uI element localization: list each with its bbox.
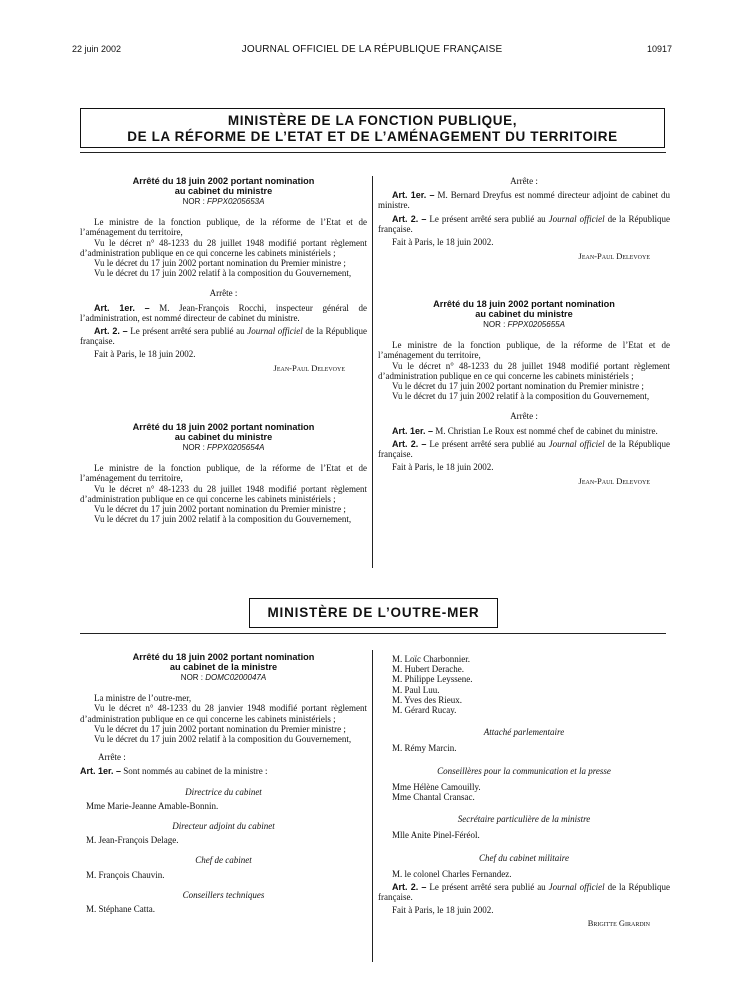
fait-a-paris: Fait à Paris, le 18 juin 2002. (392, 905, 494, 916)
signature: Jean-Paul Delevoye (273, 362, 345, 373)
preamble-decree-gouvernement: Vu le décret du 17 juin 2002 relatif à la composition du Gouvernement, (94, 514, 352, 525)
arrete-1 (80, 176, 367, 373)
preamble-decree-premier-ministre: Vu le décret du 17 juin 2002 portant nomination du Premier ministre ; (94, 258, 346, 269)
preamble-minister: La ministre de l’outre-mer, (94, 693, 192, 704)
arrete-4-continued (378, 654, 670, 928)
header-journal-title: JOURNAL OFFICIEL DE LA RÉPUBLIQUE FRANÇAISE (241, 44, 503, 55)
signature: Jean-Paul Delevoye (578, 476, 650, 487)
ministry-heading-fonction-publique (80, 108, 665, 148)
member-conseillere: Mme Chantal Cransac. (392, 792, 475, 803)
column-divider (372, 650, 373, 962)
heading-chef-cabinet: Chef de cabinet (195, 855, 252, 866)
article-1: Art. 1er. – M. Christian Le Roux est nommé chef de cabinet du ministre. (392, 425, 658, 436)
ministry-heading-line2: DE LA RÉFORME DE L’ETAT ET DE L’AMÉNAGEMENT DU TERRITOIRE (127, 129, 618, 144)
nor-reference: NOR : FPPX0205655A (483, 320, 565, 329)
header-page-number: 10917 (646, 44, 672, 54)
arrete-title: Arrêté du 18 juin 2002 portant nomination (132, 652, 315, 662)
member-conseiller: M. Paul Luu. (392, 684, 440, 695)
preamble-decree-1948: Vu le décret n° 48-1233 du 28 juillet 1948 modifié portant règlement d’administration publique en ce qui concerne les cabinets ministériels ; (80, 237, 367, 258)
member-conseiller: M. Yves des Rieux. (392, 694, 463, 705)
preamble-decree-1948: Vu le décret n° 48-1233 du 28 juillet 1948 modifié portant règlement d’administration publique en ce qui concerne les cabinets ministériels ; (378, 360, 670, 381)
arrete-subtitle: au cabinet du ministre (174, 186, 273, 196)
member-conseiller: M. Philippe Leyssene. (392, 674, 473, 685)
arrete-subtitle: au cabinet de la ministre (169, 662, 278, 672)
arrete-title: Arrêté du 18 juin 2002 portant nomination (433, 299, 615, 309)
preamble-minister: Le ministre de la fonction publique, de la réforme de l’Etat et de l’aménagement du territoire, (378, 340, 670, 361)
preamble-minister: Le ministre de la fonction publique, de la réforme de l’Etat et de l’aménagement du territoire, (80, 463, 367, 484)
section-divider (80, 152, 666, 153)
member-conseillere: Mme Hélène Camouilly. (392, 781, 481, 792)
heading-conseilleres-communication: Conseillères pour la communication et la presse (437, 765, 611, 776)
preamble-decree-premier-ministre: Vu le décret du 17 juin 2002 portant nomination du Premier ministre ; (392, 381, 644, 392)
nor-reference: NOR : DOMC0200047A (180, 673, 267, 682)
member-conseiller: M. Loïc Charbonnier. (392, 654, 470, 664)
header-date: 22 juin 2002 (72, 44, 122, 54)
arrete-label: Arrête : (98, 752, 126, 763)
arrete-title: Arrêté du 18 juin 2002 portant nomination (132, 422, 315, 432)
preamble-decree-gouvernement: Vu le décret du 17 juin 2002 relatif à la composition du Gouvernement, (94, 268, 352, 279)
ministry-heading-line1: MINISTÈRE DE LA FONCTION PUBLIQUE, (227, 113, 518, 128)
member-secretaire: Mlle Anite Pinel-Féréol. (392, 830, 480, 841)
signature: Brigitte Girardin (587, 917, 650, 928)
arrete-subtitle: au cabinet du ministre (475, 309, 573, 319)
article-2: Art. 2. – Le présent arrêté sera publié au Journal officiel de la République française. (378, 213, 671, 234)
member-conseiller: M. Stéphane Catta. (86, 904, 155, 915)
heading-chef-cabinet-militaire: Chef du cabinet militaire (479, 852, 569, 863)
nor-reference: NOR : FPPX0205654A (182, 443, 265, 452)
article-2: Art. 2. – Le présent arrêté sera publié au Journal officiel de la République française. (80, 326, 368, 347)
section-divider (80, 633, 666, 634)
preamble-decree-1948: Vu le décret n° 48-1233 du 28 juillet 1948 modifié portant règlement d’administration publique en ce qui concerne les cabinets ministériels ; (80, 483, 367, 504)
arrete-3 (378, 299, 670, 487)
member-chef-cabinet: M. François Chauvin. (86, 869, 165, 880)
fait-a-paris: Fait à Paris, le 18 juin 2002. (392, 462, 494, 473)
article-2: Art. 2. – Le présent arrêté sera publié au Journal officiel de la République française. (378, 882, 671, 903)
member-attache: M. Rémy Marcin. (392, 743, 457, 754)
preamble-decree-premier-ministre: Vu le décret du 17 juin 2002 portant nomination du Premier ministre ; (94, 504, 346, 515)
nor-reference: NOR : FPPX0205653A (182, 197, 265, 206)
fait-a-paris: Fait à Paris, le 18 juin 2002. (392, 237, 494, 248)
article-1: Art. 1er. – Sont nommés au cabinet de la ministre : (80, 766, 268, 777)
preamble-decree-premier-ministre: Vu le décret du 17 juin 2002 portant nomination du Premier ministre ; (94, 723, 346, 734)
article-1: Art. 1er. – M. Jean-François Rocchi, inspecteur général de l’administration, est nommé directeur de cabinet du ministre. (80, 302, 367, 323)
member-directeur-adjoint: M. Jean-François Delage. (86, 835, 179, 846)
member-conseiller: M. Hubert Derache. (392, 664, 464, 675)
member-directrice: Mme Marie-Jeanne Amable-Bonnin. (86, 800, 219, 811)
arrete-4 (80, 652, 367, 914)
signature: Jean-Paul Delevoye (578, 251, 650, 262)
arrete-label: Arrête : (209, 288, 238, 299)
arrete-title: Arrêté du 18 juin 2002 portant nomination (132, 176, 315, 186)
preamble-minister: Le ministre de la fonction publique, de la réforme de l’Etat et de l’aménagement du territoire, (80, 217, 367, 238)
heading-directrice: Directrice du cabinet (185, 786, 262, 797)
ministry-heading-outre-mer: MINISTÈRE DE L’OUTRE-MER (249, 598, 498, 628)
heading-secretaire-particuliere: Secrétaire particulière de la ministre (457, 814, 591, 825)
article-1: Art. 1er. – M. Bernard Dreyfus est nommé directeur adjoint de cabinet du ministre. (378, 190, 670, 211)
preamble-decree-1948: Vu le décret n° 48-1233 du 28 janvier 1948 modifié portant règlement d’administration publique en ce qui concerne les cabinets ministériels ; (80, 703, 367, 724)
member-conseiller: M. Gérard Rucay. (392, 705, 457, 716)
preamble-decree-gouvernement: Vu le décret du 17 juin 2002 relatif à la composition du Gouvernement, (392, 391, 650, 402)
arrete-label: Arrête : (510, 411, 538, 422)
preamble-decree-gouvernement: Vu le décret du 17 juin 2002 relatif à la composition du Gouvernement, (94, 734, 352, 745)
heading-attache-parlementaire: Attaché parlementaire (483, 727, 565, 738)
article-2: Art. 2. – Le présent arrêté sera publié au Journal officiel de la République française. (378, 438, 671, 460)
arrete-2-continued (378, 176, 670, 261)
fait-a-paris: Fait à Paris, le 18 juin 2002. (94, 349, 196, 360)
column-divider (372, 176, 373, 568)
heading-directeur-adjoint: Directeur adjoint du cabinet (172, 821, 275, 832)
arrete-label: Arrête : (510, 176, 538, 186)
heading-conseillers-techniques: Conseillers techniques (182, 889, 265, 900)
arrete-subtitle: au cabinet du ministre (174, 432, 273, 442)
arrete-2 (80, 422, 367, 524)
member-chef-militaire: M. le colonel Charles Fernandez. (392, 868, 512, 879)
